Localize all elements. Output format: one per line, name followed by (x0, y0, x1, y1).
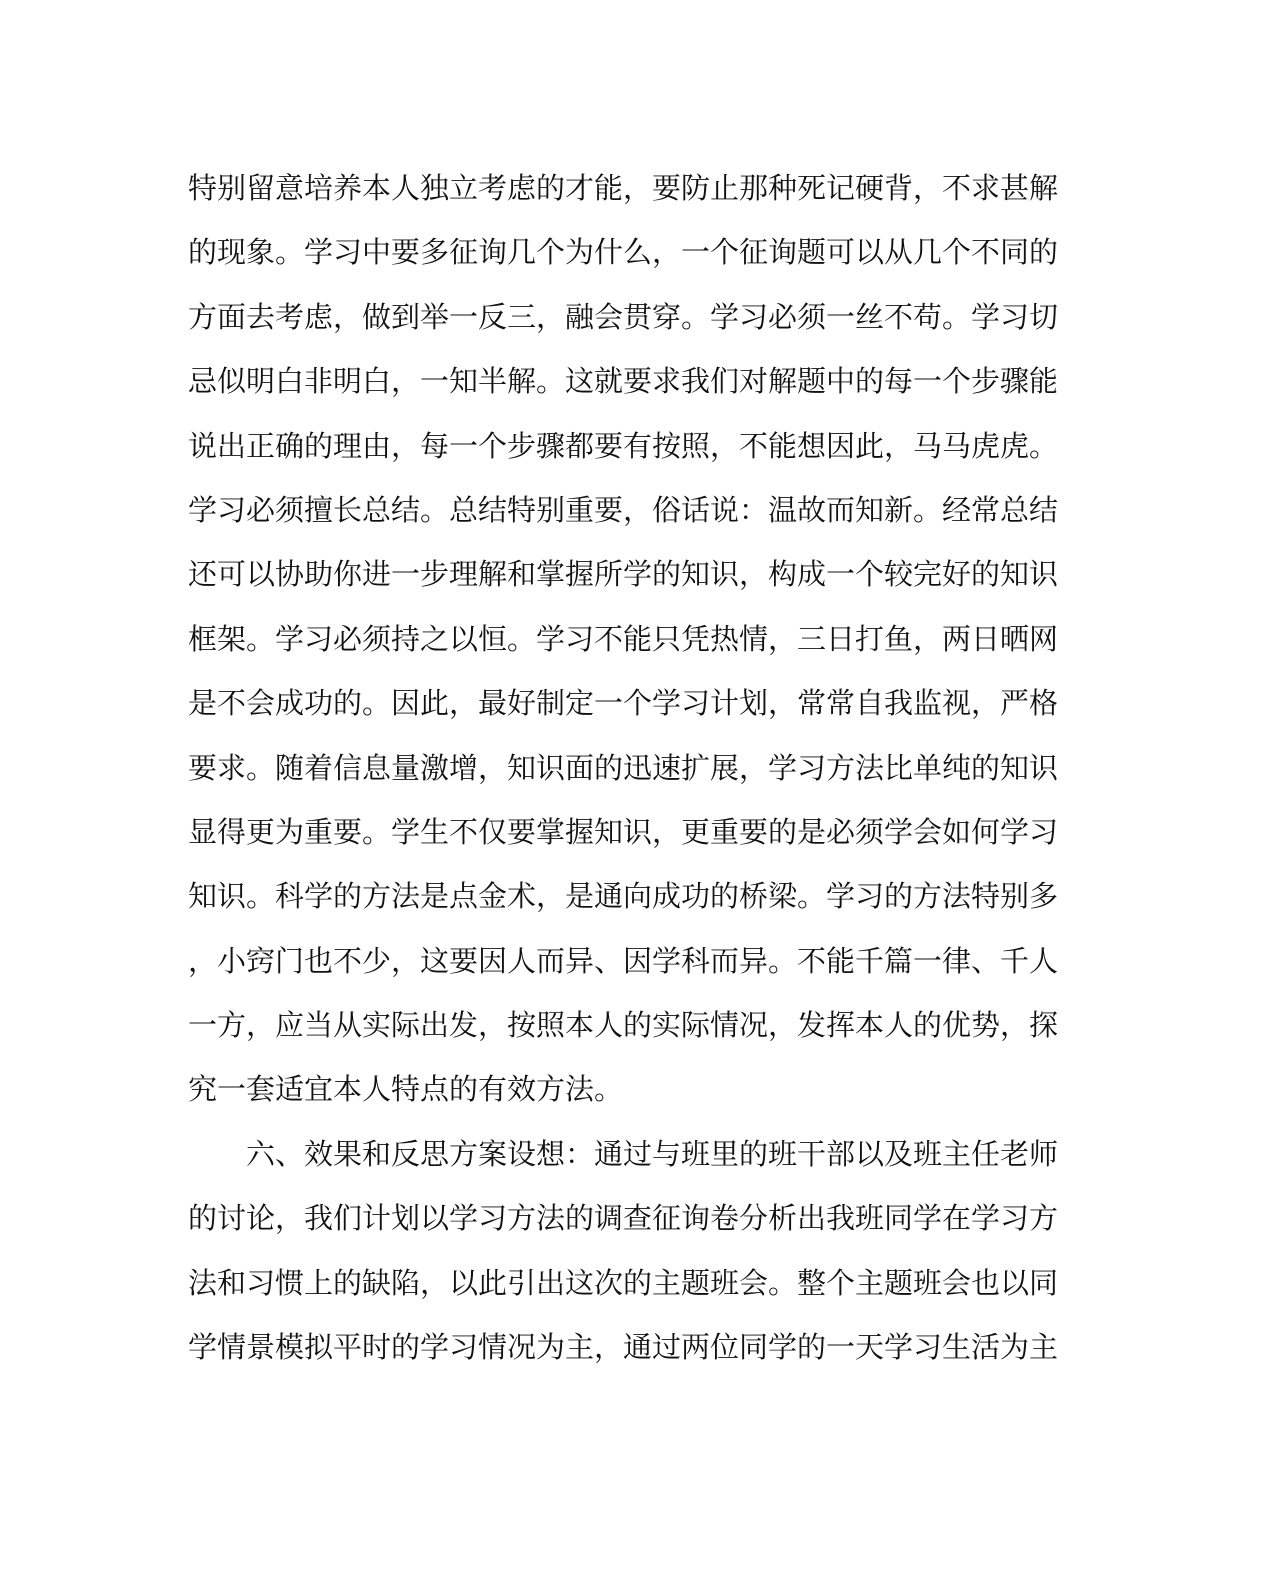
text-line-16: 六、效果和反思方案设想：通过与班里的班干部以及班主任老师 (246, 1136, 1059, 1171)
text-line-3: 方面去考虑，做到举一反三，融会贯穿。学习必须一丝不苟。学习切 (188, 299, 1059, 334)
text-line-5: 说出正确的理由，每一个步骤都要有按照，不能想因此，马马虎虎。 (188, 428, 1059, 463)
text-line-2: 的现象。学习中要多征询几个为什么，一个征询题可以从几个不同的 (188, 235, 1059, 270)
text-line-15: 究一套适宜本人特点的有效方法。 (188, 1072, 624, 1107)
document-page (188, 156, 1059, 1379)
text-line-11: 显得更为重要。学生不仅要掌握知识，更重要的是必须学会如何学习 (188, 814, 1059, 849)
text-line-1: 特别留意培养本人独立考虑的才能，要防止那种死记硬背，不求甚解 (188, 171, 1059, 205)
text-line-12: 知识。科学的方法是点金术，是通向成功的桥梁。学习的方法特别多 (188, 879, 1059, 914)
text-line-19: 学情景模拟平时的学习情况为主，通过两位同学的一天学习生活为主 (188, 1330, 1059, 1365)
text-line-10: 要求。随着信息量激增，知识面的迅速扩展，学习方法比单纯的知识 (188, 750, 1059, 785)
text-line-17: 的讨论，我们计划以学习方法的调查征询卷分析出我班同学在学习方 (188, 1201, 1059, 1236)
text-line-8: 框架。学习必须持之以恒。学习不能只凭热情，三日打鱼，两日晒网 (188, 621, 1059, 656)
text-line-18: 法和习惯上的缺陷，以此引出这次的主题班会。整个主题班会也以同 (188, 1265, 1059, 1300)
text-line-7: 还可以协助你进一步理解和掌握所学的知识，构成一个较完好的知识 (188, 557, 1059, 592)
text-line-14: 一方，应当从实际出发，按照本人的实际情况，发挥本人的优势，探 (188, 1008, 1059, 1043)
text-line-4: 忌似明白非明白，一知半解。这就要求我们对解题中的每一个步骤能 (188, 364, 1059, 399)
text-line-13: ，小窍门也不少，这要因人而异、因学科而异。不能千篇一律、千人 (188, 943, 1059, 978)
text-line-9: 是不会成功的。因此，最好制定一个学习计划，常常自我监视，严格 (188, 686, 1059, 721)
text-line-6: 学习必须擅长总结。总结特别重要，俗话说：温故而知新。经常总结 (188, 492, 1059, 527)
